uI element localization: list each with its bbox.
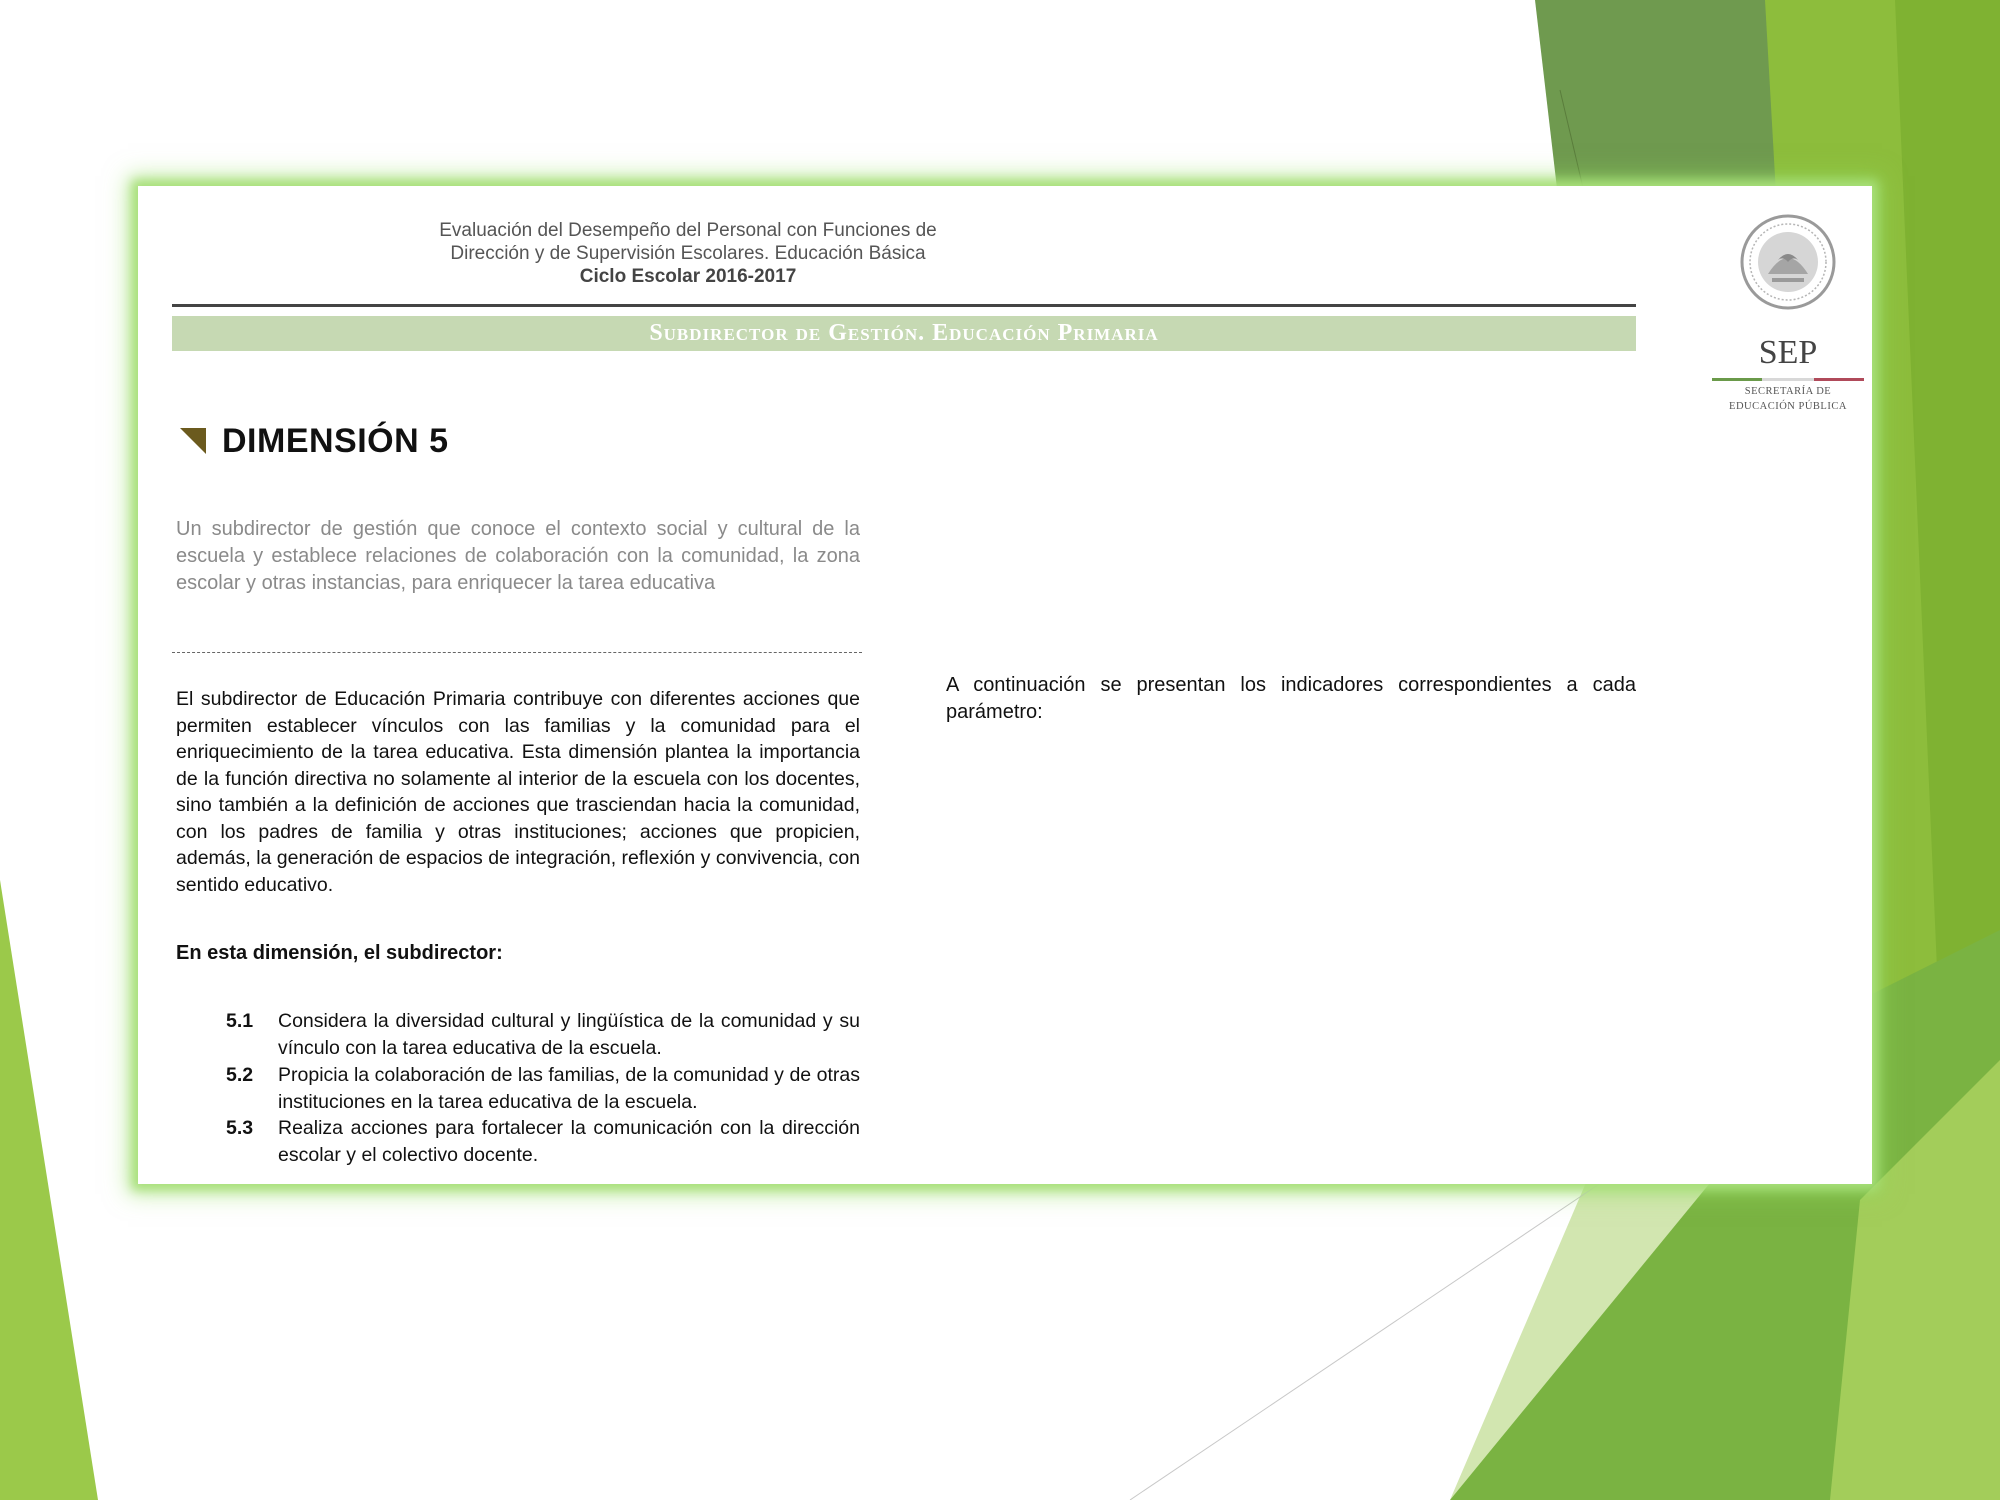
dimension-intro: Un subdirector de gestión que conoce el contexto social y cultural de la escuela y establece relaciones de colaboración con la comunidad, la zona escolar y otras instancias, para enriquecer la tarea educativa <box>176 518 860 594</box>
banner-title: Subdirector de Gestión. Educación Primaria <box>649 320 1159 346</box>
triangle-marker-icon <box>180 428 206 454</box>
list-item <box>226 1062 860 1115</box>
sep-subtitle-line-2: EDUCACIÓN PÚBLICA <box>1729 401 1847 412</box>
mexican-coat-of-arms-seal-icon <box>1738 212 1838 312</box>
list-item-number: 5.1 <box>226 1010 254 1032</box>
header-rule <box>172 304 1636 307</box>
list-item-text: Considera la diversidad cultural y lingüística de la comunidad y su vínculo con la tarea educativa de la escuela. <box>278 1010 860 1059</box>
sep-logo-text: SEP <box>1758 334 1818 371</box>
right-column-text: A continuación se presentan los indicadores correspondientes a cada parámetro: <box>946 674 1636 723</box>
list-item-text: Realiza acciones para fortalecer la comunicación con la dirección escolar y el colectivo docente. <box>278 1117 860 1166</box>
section-banner <box>172 316 1636 351</box>
dimension-lead: En esta dimensión, el subdirector: <box>176 942 503 964</box>
list-item <box>226 1115 860 1168</box>
header-line-1: Evaluación del Desempeño del Personal con Funciones de <box>439 220 937 241</box>
sep-color-bar <box>1712 378 1864 381</box>
list-item-number: 5.3 <box>226 1117 254 1139</box>
dashed-divider <box>172 652 862 653</box>
dimension-body-paragraph: El subdirector de Educación Primaria contribuye con diferentes acciones que permiten establecer vínculos con las familias y la comunidad para el enriquecimiento de la tarea educativa. Esta dimensión plantea la importancia de la función directiva no solamente al interior de la escuela con los docentes, sino también a la definición de acciones que trasciendan hacia la comunidad, con los padres de familia y otras instituciones; acciones que propicien, además, la generación de espacios de integración, reflexión y convivencia, con sentido educativo. <box>176 688 860 896</box>
document-page <box>138 186 1872 1184</box>
left-green-shape <box>0 880 98 1500</box>
header-line-3: Ciclo Escolar 2016-2017 <box>579 266 797 287</box>
list-item-text: Propicia la colaboración de las familias, de la comunidad y de otras instituciones en la tarea educativa de la escuela. <box>278 1064 860 1113</box>
list-item-number: 5.2 <box>226 1064 254 1086</box>
sep-subtitle-line-1: SECRETARÍA DE <box>1744 386 1832 397</box>
dimension-title: DIMENSIÓN 5 <box>222 422 449 460</box>
list-item <box>226 1008 860 1061</box>
header-line-2: Dirección y de Supervisión Escolares. Educación Básica <box>450 243 926 264</box>
